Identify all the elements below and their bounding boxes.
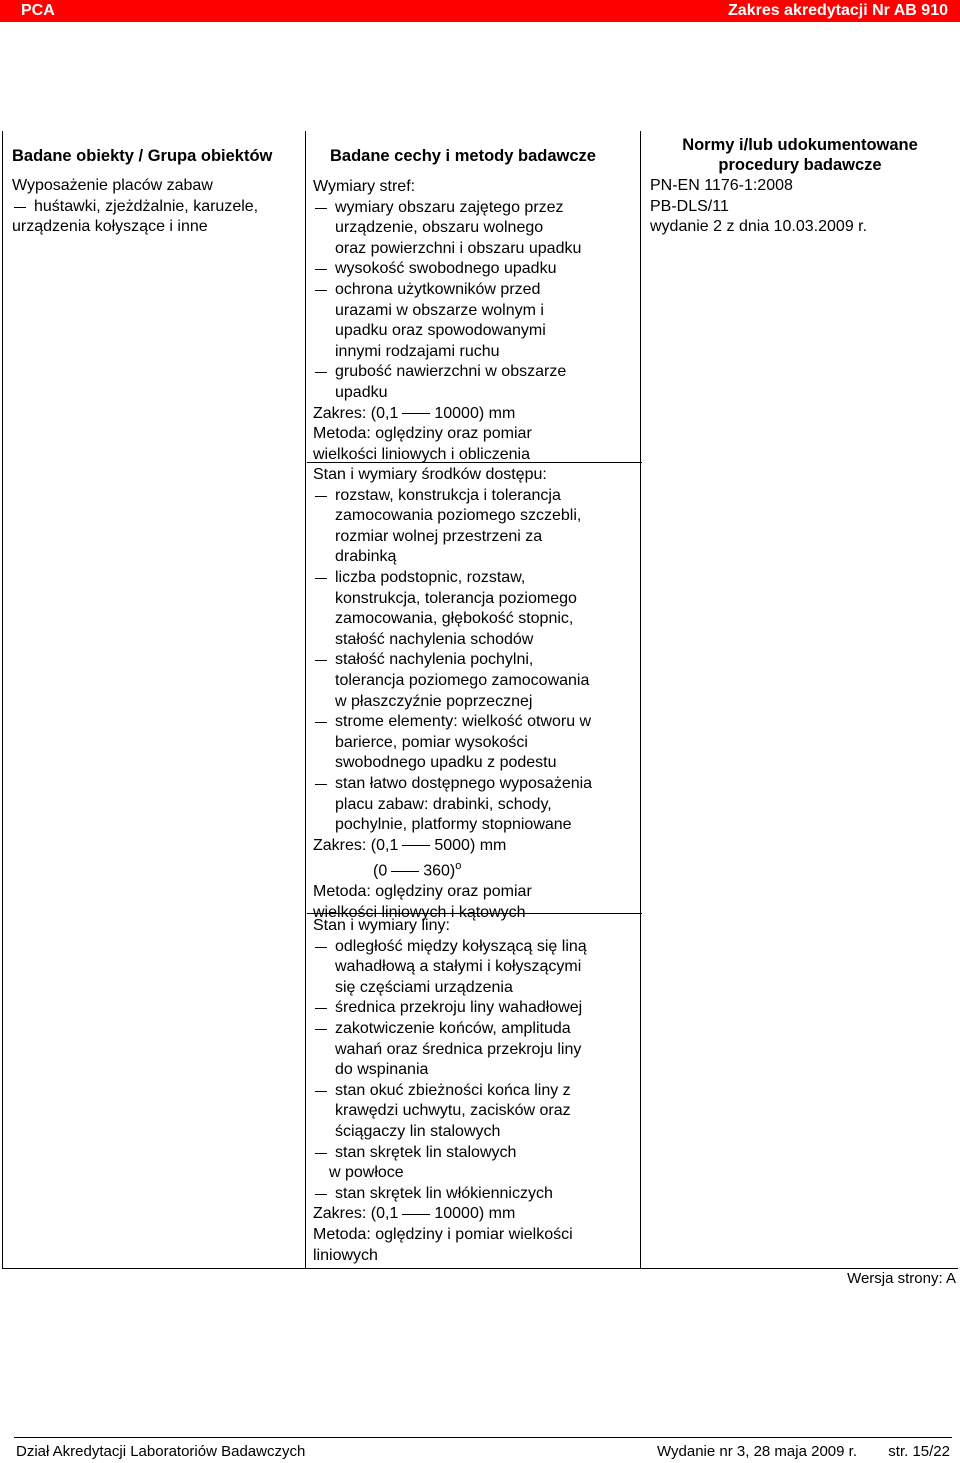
column-divider-1 [305, 131, 306, 1268]
feature-item: liczba podstopnic, rozstaw, [313, 568, 592, 589]
column-header-features: Badane cechy i metody badawcze [330, 147, 596, 165]
feature-item-cont: wahań oraz średnica przekroju liny [335, 1040, 582, 1058]
footer-divider [14, 1437, 952, 1438]
method-line: Metoda: oględziny i pomiar wielkości [313, 1225, 573, 1243]
range-end: 10000) mm [434, 1205, 516, 1223]
page-header-bar [0, 0, 960, 22]
feature-item-cont: stałość nachylenia schodów [335, 630, 534, 648]
feature-item-cont: urządzenie, obszaru wolnego [335, 219, 544, 237]
norms-header-line-1: Normy i/lub udokumentowane [682, 136, 918, 154]
method-line-cont: wielkości liniowych i kątowych [313, 903, 526, 921]
feature-item-cont: się częściami urządzenia [335, 978, 513, 996]
feature-item-cont: swobodnego upadku z podestu [335, 754, 557, 772]
angle-range-line [313, 856, 592, 882]
feature-item: stan skrętek lin stalowych [313, 1143, 587, 1164]
range-dash [402, 1214, 430, 1215]
footer-department: Dział Akredytacji Laboratoriów Badawczych [16, 1443, 306, 1460]
feature-item: strome elementy: wielkość otworu w [313, 712, 592, 733]
range-start: Zakres: (0,1 [313, 1205, 399, 1223]
column-divider-2 [640, 131, 641, 1268]
feature-item-cont: w płaszczyźnie poprzecznej [335, 692, 533, 710]
object-item-cont: urządzenia kołyszące i inne [12, 218, 208, 236]
feature-item: grubość nawierzchni w obszarze [313, 362, 581, 383]
feature-item-cont: krawędzi uchwytu, zacisków oraz [335, 1102, 571, 1120]
object-group: Wyposażenie placów zabaw [12, 177, 213, 194]
feature-item-cont: upadku oraz spowodowanymi [335, 322, 546, 340]
objects-cell [12, 176, 258, 238]
section-title: Stan i wymiary środków dostępu: [313, 466, 547, 483]
section-access-means [313, 465, 592, 923]
method-line: Metoda: oględziny oraz pomiar [313, 883, 532, 901]
feature-item-cont: oraz powierzchni i obszaru upadku [335, 239, 582, 257]
footer-page-number: str. 15/22 [888, 1443, 950, 1460]
object-item: huśtawki, zjeżdżalnie, karuzele, [12, 197, 258, 218]
header-left: PCA [21, 2, 55, 19]
feature-item: średnica przekroju liny wahadłowej [313, 998, 587, 1019]
range-dash [391, 871, 419, 872]
feature-item: stan skrętek lin włókienniczych [313, 1184, 587, 1205]
norms-cell [650, 176, 867, 238]
feature-item-cont: tolerancja poziomego zamocowania [335, 671, 590, 689]
feature-item: rozstaw, konstrukcja i tolerancja [313, 486, 592, 507]
feature-item-cont: ściągaczy lin stalowych [335, 1122, 501, 1140]
range-dash [402, 413, 430, 414]
range-line [313, 1204, 587, 1225]
feature-item-cont: zamocowania, głębokość stopnic, [335, 610, 574, 628]
feature-item-cont: barierce, pomiar wysokości [335, 733, 528, 751]
range-end: 5000) mm [434, 836, 507, 854]
feature-item: wysokość swobodnego upadku [313, 259, 581, 280]
feature-item: stan okuć zbieżności końca liny z [313, 1081, 587, 1102]
range-start: Zakres: (0,1 [313, 404, 399, 422]
feature-item-cont: upadku [335, 383, 388, 401]
footer-edition: Wydanie nr 3, 28 maja 2009 r. [657, 1443, 857, 1460]
feature-item-cont: w powłoce [329, 1164, 404, 1182]
range-dash [402, 845, 430, 846]
norm-procedure: PB-DLS/11 [650, 197, 729, 215]
angle-range-start: (0 [373, 862, 388, 880]
feature-item: stan łatwo dostępnego wyposażenia [313, 774, 592, 795]
feature-item: zakotwiczenie końców, amplituda [313, 1019, 587, 1040]
feature-item-cont: urazami w obszarze wolnym i [335, 301, 544, 319]
degree-symbol: o [455, 860, 462, 873]
feature-item: wymiary obszaru zajętego przez [313, 198, 581, 219]
range-line [313, 404, 581, 425]
feature-item-cont: konstrukcja, tolerancja poziomego [335, 589, 577, 607]
feature-item-cont: placu zabaw: drabinki, schody, [335, 795, 552, 813]
section-title: Wymiary stref: [313, 178, 416, 195]
feature-item-cont: zamocowania poziomego szczebli, [335, 507, 582, 525]
column-header-objects: Badane obiekty / Grupa obiektów [12, 147, 273, 165]
section-rope [313, 916, 587, 1266]
feature-item: stałość nachylenia pochylni, [313, 650, 592, 671]
section-title: Stan i wymiary liny: [313, 917, 450, 934]
method-line: Metoda: oględziny oraz pomiar [313, 425, 532, 443]
feature-item-cont: rozmiar wolnej przestrzeni za [335, 527, 543, 545]
feature-item-cont: innymi rodzajami ruchu [335, 342, 500, 360]
range-end: 10000) mm [434, 404, 516, 422]
accreditation-table [2, 131, 958, 1269]
feature-item-cont: pochylnie, platformy stopniowane [335, 816, 572, 834]
feature-item: ochrona użytkowników przed [313, 280, 581, 301]
norm-standard: PN-EN 1176-1:2008 [650, 177, 793, 194]
feature-item-cont: wahadłową a stałymi i kołyszącymi [335, 958, 582, 976]
norm-edition: wydanie 2 z dnia 10.03.2009 r. [650, 218, 868, 236]
range-line [313, 836, 592, 857]
range-start: Zakres: (0,1 [313, 836, 399, 854]
table-border-left [2, 131, 3, 1268]
page-version: Wersja strony: A [847, 1270, 956, 1287]
method-line-cont: liniowych [313, 1246, 378, 1264]
norms-header-line-2: procedury badawcze [718, 156, 882, 174]
angle-range-end: 360) [423, 862, 456, 880]
feature-item-cont: drabinką [335, 548, 397, 566]
section-zone-dimensions [313, 177, 581, 465]
feature-item-cont: do wspinania [335, 1061, 429, 1079]
header-right: Zakres akredytacji Nr AB 910 [728, 2, 948, 19]
feature-item: odległość między kołyszącą się liną [313, 937, 587, 958]
column-header-norms [642, 135, 958, 175]
method-line-cont: wielkości liniowych i obliczenia [313, 445, 530, 463]
